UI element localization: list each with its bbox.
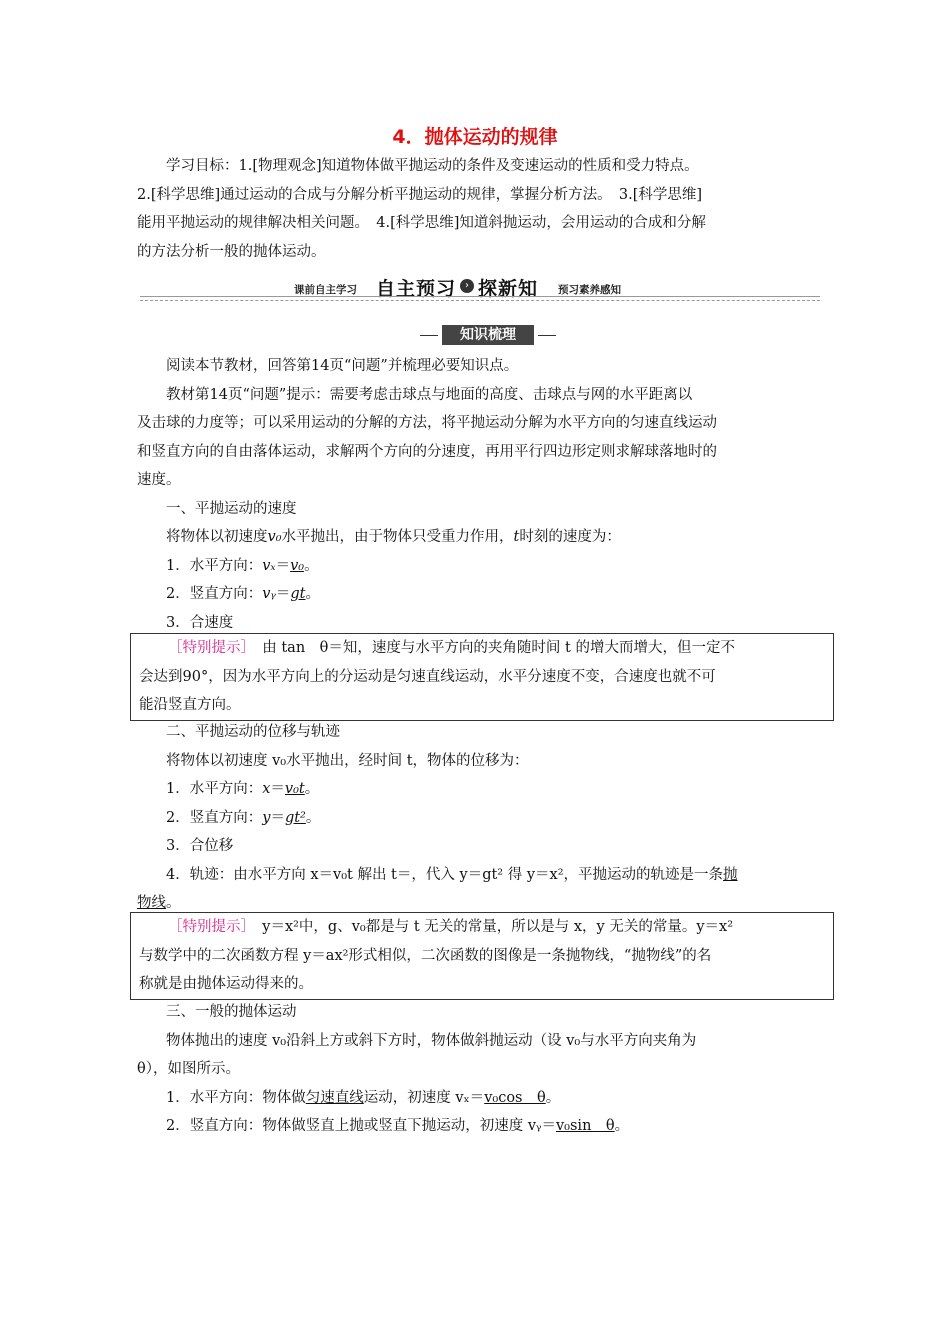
section-2-item-2 [137,804,817,833]
equals: ＝ [275,586,291,602]
tip-box-1 [130,633,834,721]
period: 。 [305,809,321,826]
var-y: y [262,809,271,826]
answer-blank: v₀cos θ [484,1089,546,1106]
tip-2-line-3: 称就是由抛体运动得来的。 [139,976,313,992]
tip-1-line-3: 能沿竖直方向。 [139,697,241,713]
period: 。 [166,895,181,911]
period: 。 [304,557,319,574]
equals: ＝ [275,557,291,574]
period: 。 [305,586,320,602]
banner-title-1: 自主预习 [376,278,457,300]
section-2 [137,718,817,918]
section-3-heading: 三、一般的抛体运动 [166,1004,297,1020]
text: 4．轨迹：由水平方向 x＝v₀t 解出 t＝，代入 y＝gt² 得 y＝x²，平抛运动的轨迹是一条 [166,866,724,883]
var-v0: v₀ [267,529,282,545]
objectives-line-3: 能用平抛运动的规律解决相关问题。 4.[科学思维]知道斜抛运动，会用运动的合成和分解 [137,215,706,231]
banner-divider [140,296,820,297]
section-1-item-2 [137,580,817,609]
equals: ＝ [270,809,285,826]
page-title: 4．抛体运动的规律 [392,126,558,148]
learning-objectives [137,152,817,266]
banner-left-label: 课前自主学习 [294,284,357,296]
arrow-right-icon: › [460,279,474,293]
tip-text: 由 tan θ＝知，速度与水平方向的夹角随时间 t 的增大而增大，但一定不 [247,640,735,656]
text: 运动，初速度 vₓ＝ [363,1089,485,1106]
answer-blank: v₀sin θ [555,1118,615,1134]
tip-box-2 [130,912,834,1000]
section-3-intro-b: θ），如图所示。 [137,1061,240,1077]
equals: ＝ [270,781,285,797]
objectives-line-1: 学习目标：1.[物理观念]知道物体做平抛运动的条件及变速运动的性质和受力特点。 [166,158,699,174]
tip-1-line-2: 会达到90°，因为水平方向上的分运动是匀速直线运动，水平分速度不变，合速度也就不可 [139,668,716,685]
period: 。 [304,781,320,797]
objectives-line-4: 的方法分析一般的抛体运动。 [137,243,326,260]
tag-rule-left [420,335,438,336]
answer-blank: gt² [284,809,306,826]
item-label: 1．水平方向： [166,781,263,797]
period: 。 [614,1118,630,1134]
tip-text: y＝x²中，g、v₀都是与 t 无关的常量，所以是与 x，y 无关的常量。y＝x² [247,919,734,935]
text: 水平抛出，由于物体只受重力作用， [281,529,514,545]
var-vy: vᵧ [262,586,276,602]
text: 1．水平方向：物体做 [166,1089,306,1106]
section-1-item-3: 3．合速度 [166,614,234,631]
intro-paragraph-1: 阅读本节教材，回答第14页“问题”并梳理必要知识点。 [166,358,519,374]
var-t: t [513,529,520,545]
tip-2-line-1 [139,913,829,942]
intro-paragraph-2d: 速度。 [137,472,181,488]
item-label: 2．竖直方向： [166,586,263,602]
item-label: 2．竖直方向： [166,809,263,826]
tip-1-line-1 [139,634,829,663]
tip-2-line-2: 与数学中的二次函数方程 y＝ax²形式相似，二次函数的图像是一条抛物线，“抛物线”的名 [139,947,712,964]
section-tag [420,325,556,345]
section-3-item-2 [137,1112,817,1141]
section-3-intro-a: 物体抛出的速度 v₀沿斜上方或斜下方时，物体做斜抛运动（设 v₀与水平方向夹角为 [166,1032,697,1049]
tip-label: ［特别提示］ [168,640,248,656]
banner-right-label: 预习素养感知 [558,284,621,296]
section-2-item-4 [137,861,817,890]
section-2-item-3: 3．合位移 [166,838,234,854]
section-1-intro [137,523,817,552]
tip-label: ［特别提示］ [168,919,248,935]
intro-block [137,352,817,637]
var-x: x [262,781,271,797]
tag-rule-right [538,335,556,336]
intro-paragraph-2b: 及击球的力度等；可以采用运动的分解的方法，将平抛运动分解为水平方向的匀速直线运动 [137,415,717,431]
section-2-intro: 将物体以初速度 v₀水平抛出，经时间 t，物体的位移为： [166,752,529,769]
text: 2．竖直方向：物体做竖直上抛或竖直下抛运动，初速度 vᵧ＝ [166,1118,556,1134]
period: 。 [545,1089,561,1106]
section-2-heading: 二、平抛运动的位移与轨迹 [166,724,340,740]
answer-blank: gt [290,586,306,602]
section-3-item-1 [137,1084,817,1113]
text: 时刻的速度为： [519,529,621,545]
var-vx: vₓ [262,557,276,574]
banner-title-2: 探新知 [478,278,539,300]
answer-blank: 抛 [723,866,738,883]
objectives-line-2: 2.[科学思维]通过运动的合成与分解分析平抛运动的规律，掌握分析方法。 3.[科学思维] [137,186,703,203]
answer-blank: 匀速直线 [305,1089,364,1106]
intro-paragraph-2c: 和竖直方向的自由落体运动，求解两个方向的分速度，再用平行四边形定则求解球落地时的 [137,443,717,460]
section-1-heading: 一、平抛运动的速度 [166,500,297,517]
section-2-item-1 [137,775,817,804]
banner-divider-dashed [140,300,820,301]
intro-paragraph-2a: 教材第14页“问题”提示：需要考虑击球点与地面的高度、击球点与网的水平距离以 [166,386,693,403]
section-tag-label: 知识梳理 [442,325,534,345]
answer-blank: 物线 [137,895,166,911]
section-1-item-1 [137,552,817,581]
section-3 [137,998,817,1141]
item-label: 1．水平方向： [166,557,263,574]
answer-blank: v₀t [284,781,305,797]
answer-blank: v₀ [290,557,305,574]
text: 将物体以初速度 [166,529,268,545]
